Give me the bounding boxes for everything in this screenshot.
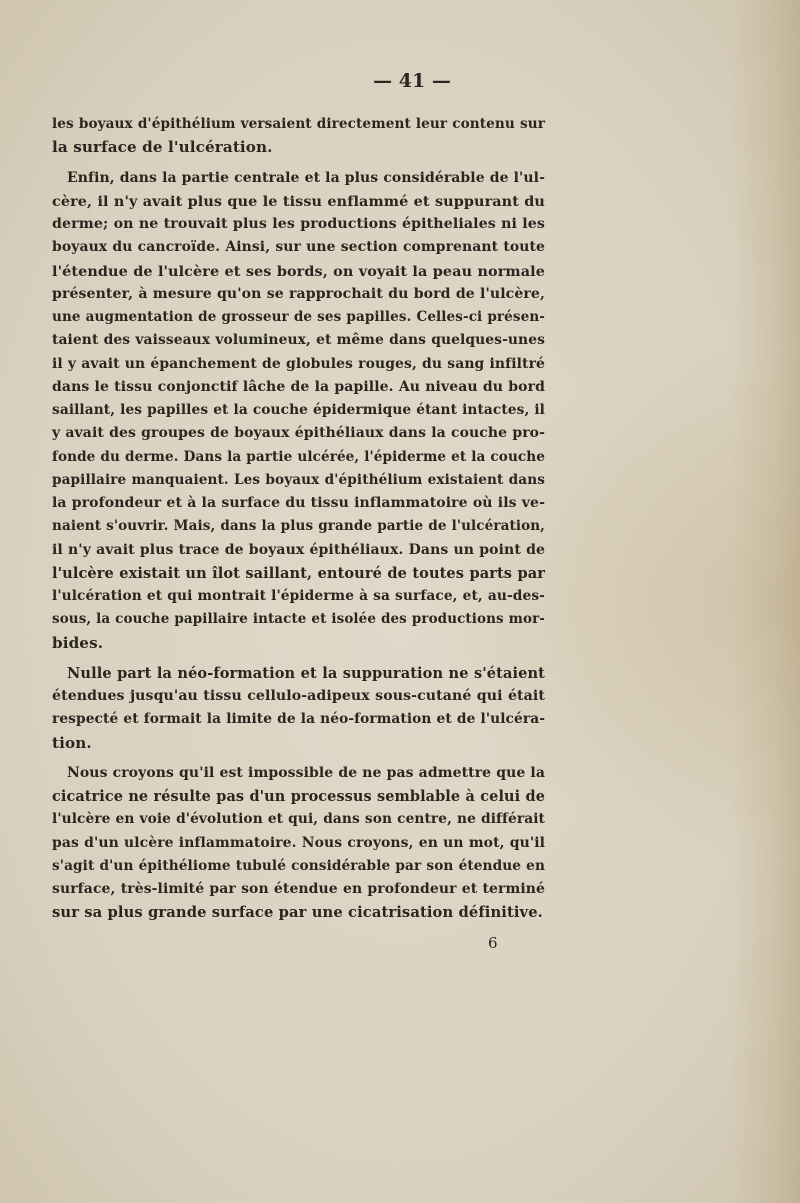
text-line: taient des vaisseaux volumineux, et même dans quelques-unes — [52, 332, 545, 349]
page-number: — 41 — — [373, 70, 451, 92]
text-line: y avait des groupes de boyaux épithéliaux dans la couche pro- — [52, 425, 545, 442]
text-line: derme; on ne trouvait plus les productions épitheliales ni les — [52, 216, 545, 232]
paragraph-4 — [52, 762, 545, 925]
text-line: il n'y avait plus trace de boyaux épithéliaux. Dans un point de — [52, 541, 545, 558]
paragraph-3 — [52, 662, 545, 755]
text-line: respecté et formait la limite de la néo-formation et de l'ulcéra- — [52, 711, 545, 728]
text-line: la profondeur et à la surface du tissu inflammatoire où ils ve- — [52, 495, 545, 511]
text-line: tion. — [52, 733, 92, 752]
text-line: saillant, les papilles et la couche épidermique étant intactes, il — [52, 402, 545, 418]
text-line: Enfin, dans la partie centrale et la plus considérable de l'ul- — [67, 169, 545, 186]
text-line: une augmentation de grosseur de ses papilles. Celles-ci présen- — [52, 309, 545, 325]
paragraph-2 — [52, 167, 545, 655]
text-line: étendues jusqu'au tissu cellulo-adipeux sous-cutané qui était — [52, 688, 545, 704]
text-line: sous, la couche papillaire intacte et isolée des productions mor- — [52, 611, 545, 628]
paragraph-1 — [52, 113, 545, 160]
text-line: les boyaux d'épithélium versaient directement leur contenu sur — [52, 116, 545, 132]
text-line: il y avait un épanchement de globules rouges, du sang infiltré — [52, 355, 545, 372]
text-line: la surface de l'ulcération. — [52, 138, 273, 157]
text-line: Nous croyons qu'il est impossible de ne pas admettre que la — [67, 764, 545, 781]
text-line: l'étendue de l'ulcère et ses bords, on voyait la peau normale — [52, 262, 545, 280]
text-line: cère, il n'y avait plus que le tissu enflammé et suppurant du — [52, 192, 545, 210]
text-line: cicatrice ne résulte pas d'un processus semblable à celui de — [52, 788, 545, 805]
text-line: bides. — [52, 633, 104, 652]
signature-mark: 6 — [488, 934, 498, 952]
text-line: l'ulcère existait un îlot saillant, entouré de toutes parts par — [52, 564, 545, 582]
text-line: présenter, à mesure qu'on se rapprochait du bord de l'ulcère, — [52, 285, 545, 302]
text-line: naient s'ouvrir. Mais, dans la plus grande partie de l'ulcération, — [52, 518, 545, 535]
body-text — [52, 113, 545, 932]
page-edge-stain — [730, 0, 800, 1203]
text-line: sur sa plus grande surface par une cicatrisation définitive. — [52, 904, 543, 922]
text-line: l'ulcération et qui montrait l'épiderme à sa surface, et, au-des- — [52, 588, 545, 604]
text-line: boyaux du cancroïde. Ainsi, sur une section comprenant toute — [52, 239, 545, 256]
text-line: fonde du derme. Dans la partie ulcérée, l'épiderme et la couche — [52, 448, 545, 465]
text-line: papillaire manquaient. Les boyaux d'épithélium existaient dans — [52, 471, 545, 488]
text-line: s'agit d'un épithéliome tubulé considérable par son étendue en — [52, 857, 545, 874]
text-line: pas d'un ulcère inflammatoire. Nous croyons, en un mot, qu'il — [52, 834, 545, 851]
text-line: l'ulcère en voie d'évolution et qui, dans son centre, ne différait — [52, 811, 545, 828]
text-line: surface, très-limité par son étendue en profondeur et terminé — [52, 881, 545, 897]
text-line: Nulle part la néo-formation et la suppuration ne s'étaient — [67, 664, 545, 682]
text-line: dans le tissu conjonctif lâche de la papille. Au niveau du bord — [52, 378, 545, 395]
